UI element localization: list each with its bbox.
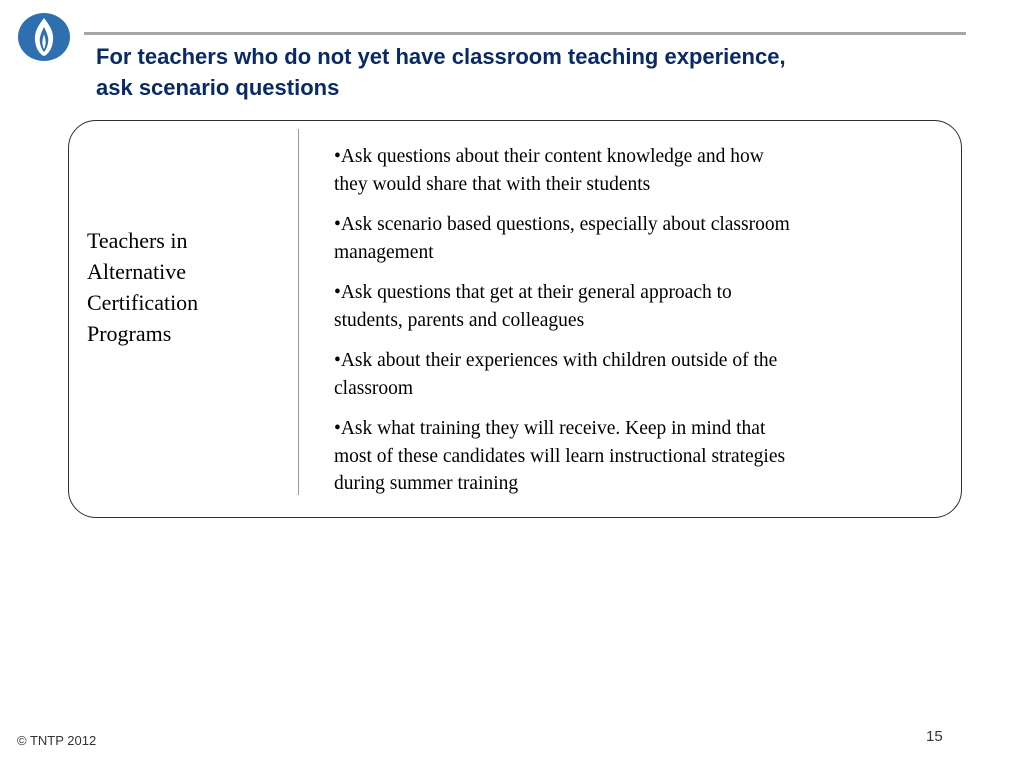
- list-item: •Ask about their experiences with children outside of the classroom: [334, 350, 778, 399]
- footer-copyright: © TNTP 2012: [17, 733, 97, 748]
- page-number: 15: [926, 728, 943, 745]
- slide-title: For teachers who do not yet have classroom teaching experience, ask scenario questions: [96, 44, 786, 100]
- column-divider: [298, 129, 299, 495]
- bullet-list: [334, 143, 934, 511]
- flame-logo-icon: [17, 12, 71, 62]
- list-item: •Ask scenario based questions, especially about classroom management: [334, 214, 790, 263]
- list-item: •Ask what training they will receive. Keep in mind that most of these candidates will learn instructional strategies during summer training: [334, 418, 786, 494]
- category-label: Teachers in Alternative Certification Programs: [87, 228, 199, 346]
- header-rule: [84, 32, 966, 35]
- list-item: •Ask questions about their content knowledge and how they would share that with their students: [334, 146, 764, 195]
- list-item: •Ask questions that get at their general approach to students, parents and colleagues: [334, 282, 732, 331]
- content-box: [68, 120, 962, 518]
